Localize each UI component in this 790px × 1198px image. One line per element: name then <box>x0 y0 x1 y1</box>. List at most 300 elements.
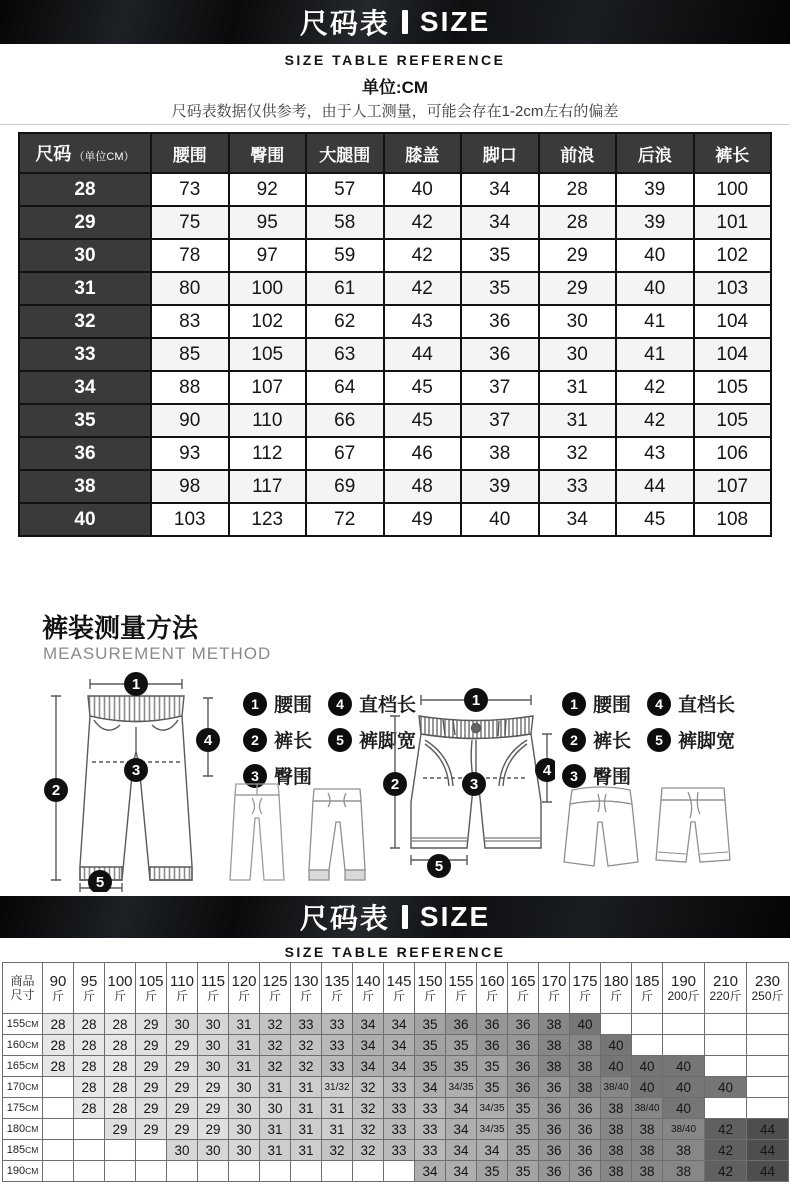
weight-cell <box>663 1035 705 1056</box>
weight-col-header: 125 斤 <box>260 963 291 1014</box>
weight-cell <box>43 1098 74 1119</box>
size-col-header: 大腿围 <box>306 133 384 173</box>
size-cell: 39 <box>616 173 694 206</box>
weight-cell: 38/40 <box>632 1098 663 1119</box>
weight-cell: 28 <box>74 1035 105 1056</box>
weight-cell: 28 <box>105 1098 136 1119</box>
weight-cell <box>747 1035 789 1056</box>
weight-cell: 35 <box>508 1140 539 1161</box>
size-cell: 43 <box>616 437 694 470</box>
size-cell: 95 <box>229 206 307 239</box>
weight-cell: 34 <box>477 1140 508 1161</box>
weight-cell: 35 <box>446 1035 477 1056</box>
weight-cell: 31 <box>229 1014 260 1035</box>
weight-cell: 36 <box>570 1119 601 1140</box>
weight-cell: 29 <box>167 1119 198 1140</box>
num-circle-icon: 2 <box>562 728 586 752</box>
weight-cell: 29 <box>198 1077 229 1098</box>
weight-cell: 34 <box>353 1035 384 1056</box>
shorts-thumbnails <box>560 782 734 876</box>
size-label: 29 <box>19 206 151 239</box>
weight-col-header: 175 斤 <box>570 963 601 1014</box>
size-cell: 72 <box>306 503 384 536</box>
size-cell: 62 <box>306 305 384 338</box>
weight-cell: 42 <box>705 1119 747 1140</box>
num-circle-icon: 1 <box>243 692 267 716</box>
legend-item-rise: 4 直档长 <box>647 690 735 717</box>
weight-cell: 31 <box>260 1140 291 1161</box>
weight-cell <box>353 1161 384 1182</box>
weight-cell <box>632 1014 663 1035</box>
weight-cell: 33 <box>322 1035 353 1056</box>
legend-item-waist: 1 腰围 <box>243 690 312 717</box>
pants-thumb-icon <box>222 778 292 886</box>
height-label: 175CM <box>3 1098 43 1119</box>
weight-row <box>3 1098 789 1119</box>
weight-cell: 36 <box>508 1056 539 1077</box>
size-cell: 41 <box>616 338 694 371</box>
weight-cell: 31 <box>322 1119 353 1140</box>
weight-cell: 30 <box>229 1077 260 1098</box>
size-cell: 37 <box>461 371 539 404</box>
size-col-header: 前浪 <box>539 133 617 173</box>
size-col-header: 脚口 <box>461 133 539 173</box>
weight-cell: 31 <box>291 1077 322 1098</box>
size-cell: 75 <box>151 206 229 239</box>
size-cell: 30 <box>539 305 617 338</box>
weight-cell: 36 <box>570 1098 601 1119</box>
weight-cell: 30 <box>167 1014 198 1035</box>
weight-cell: 38 <box>601 1119 632 1140</box>
jogger-thumb-icon <box>302 784 372 886</box>
weight-cell <box>74 1140 105 1161</box>
weight-cell: 34 <box>446 1098 477 1119</box>
weight-col-header: 140 斤 <box>353 963 384 1014</box>
weight-cell: 28 <box>74 1077 105 1098</box>
size-cell: 30 <box>539 338 617 371</box>
weight-row <box>3 1140 789 1161</box>
size-table-corner: 尺码 （单位CM） <box>19 133 151 173</box>
weight-row <box>3 1035 789 1056</box>
weight-cell: 35 <box>508 1119 539 1140</box>
weight-cell: 29 <box>136 1056 167 1077</box>
shorts-thumb-icon <box>652 782 734 876</box>
weight-cell: 29 <box>198 1119 229 1140</box>
size-row <box>19 470 771 503</box>
size-cell: 59 <box>306 239 384 272</box>
weight-cell: 40 <box>601 1056 632 1077</box>
size-cell: 88 <box>151 371 229 404</box>
size-cell: 106 <box>694 437 772 470</box>
weight-cell: 32 <box>353 1077 384 1098</box>
weight-cell: 34 <box>384 1014 415 1035</box>
size-cell: 44 <box>616 470 694 503</box>
weight-cell: 32 <box>322 1140 353 1161</box>
size-label: 40 <box>19 503 151 536</box>
size-cell: 42 <box>384 239 462 272</box>
weight-cell: 30 <box>229 1140 260 1161</box>
size-cell: 36 <box>461 305 539 338</box>
weight-cell: 36 <box>508 1035 539 1056</box>
weight-cell <box>105 1161 136 1182</box>
weight-cell: 30 <box>229 1119 260 1140</box>
size-cell: 39 <box>616 206 694 239</box>
marker-4: 4 <box>542 762 552 779</box>
weight-cell: 33 <box>384 1077 415 1098</box>
marker-5: 5 <box>434 858 444 875</box>
size-row <box>19 206 771 239</box>
legend-item-waist: 1 腰围 <box>562 690 631 717</box>
size-cell: 46 <box>384 437 462 470</box>
size-cell: 34 <box>461 206 539 239</box>
weight-cell: 33 <box>322 1056 353 1077</box>
weight-row <box>3 1056 789 1077</box>
weight-col-header: 135 斤 <box>322 963 353 1014</box>
size-row <box>19 272 771 305</box>
weight-col-header: 160 斤 <box>477 963 508 1014</box>
size-row <box>19 437 771 470</box>
weight-col-header: 210 220斤 <box>705 963 747 1014</box>
weight-cell <box>705 1098 747 1119</box>
measurement-subtitle: MEASUREMENT METHOD <box>43 644 272 663</box>
measurement-title: 裤装测量方法 <box>42 613 199 643</box>
disclaimer-note: 尺码表数据仅供参考，由于人工测量，可能会存在1-2cm左右的偏差 <box>171 103 619 120</box>
weight-cell: 31 <box>291 1098 322 1119</box>
num-circle-icon: 4 <box>328 692 352 716</box>
weight-cell: 29 <box>167 1035 198 1056</box>
weight-cell: 33 <box>322 1014 353 1035</box>
weight-cell <box>229 1161 260 1182</box>
size-cell: 85 <box>151 338 229 371</box>
weight-table-corner: 商品 尺寸 <box>3 963 43 1014</box>
size-cell: 39 <box>461 470 539 503</box>
size-cell: 40 <box>616 272 694 305</box>
shorts-thumb-icon <box>560 782 642 876</box>
banner-title-en: SIZE <box>419 6 491 37</box>
size-cell: 45 <box>384 371 462 404</box>
weight-cell: 33 <box>384 1119 415 1140</box>
size-cell: 105 <box>694 371 772 404</box>
size-cell: 100 <box>229 272 307 305</box>
weight-row <box>3 1119 789 1140</box>
weight-cell: 28 <box>74 1056 105 1077</box>
weight-cell: 28 <box>105 1077 136 1098</box>
weight-row <box>3 1077 789 1098</box>
weight-cell: 38/40 <box>663 1119 705 1140</box>
weight-cell <box>198 1161 229 1182</box>
legend-item-hemwidth: 5 裤脚宽 <box>328 726 416 753</box>
size-cell: 83 <box>151 305 229 338</box>
weight-cell: 33 <box>415 1140 446 1161</box>
weight-cell: 40 <box>663 1056 705 1077</box>
size-cell: 117 <box>229 470 307 503</box>
weight-cell: 28 <box>74 1014 105 1035</box>
size-cell: 40 <box>461 503 539 536</box>
size-row <box>19 371 771 404</box>
size-cell: 38 <box>461 437 539 470</box>
weight-cell: 32 <box>260 1056 291 1077</box>
size-cell: 103 <box>151 503 229 536</box>
size-cell: 35 <box>461 272 539 305</box>
size-cell: 44 <box>384 338 462 371</box>
weight-cell: 38 <box>539 1056 570 1077</box>
weight-cell: 28 <box>105 1014 136 1035</box>
weight-cell: 36 <box>570 1140 601 1161</box>
weight-cell: 35 <box>446 1056 477 1077</box>
size-cell: 43 <box>384 305 462 338</box>
weight-cell: 31 <box>291 1140 322 1161</box>
weight-cell: 31 <box>229 1056 260 1077</box>
weight-cell: 35 <box>508 1098 539 1119</box>
size-cell: 32 <box>539 437 617 470</box>
weight-cell: 35 <box>477 1161 508 1182</box>
size-cell: 28 <box>539 173 617 206</box>
weight-cell: 36 <box>539 1140 570 1161</box>
size-cell: 104 <box>694 338 772 371</box>
weight-cell: 34/35 <box>477 1098 508 1119</box>
weight-cell: 31 <box>260 1119 291 1140</box>
banner-title-en: SIZE <box>419 901 491 932</box>
weight-cell: 35 <box>477 1056 508 1077</box>
size-cell: 104 <box>694 305 772 338</box>
size-cell: 37 <box>461 404 539 437</box>
weight-cell: 34 <box>384 1035 415 1056</box>
size-cell: 34 <box>461 173 539 206</box>
weight-cell: 28 <box>74 1098 105 1119</box>
weight-col-header: 150 斤 <box>415 963 446 1014</box>
weight-cell: 31/32 <box>322 1077 353 1098</box>
marker-3: 3 <box>469 776 479 793</box>
size-row <box>19 404 771 437</box>
size-cell: 49 <box>384 503 462 536</box>
size-row <box>19 239 771 272</box>
weight-cell: 30 <box>198 1035 229 1056</box>
weight-cell: 33 <box>291 1014 322 1035</box>
weight-cell <box>43 1161 74 1182</box>
weight-cell: 34/35 <box>477 1119 508 1140</box>
num-circle-icon: 5 <box>328 728 352 752</box>
size-cell: 42 <box>384 272 462 305</box>
num-circle-icon: 5 <box>647 728 671 752</box>
weight-cell: 38 <box>632 1140 663 1161</box>
weight-cell: 29 <box>105 1119 136 1140</box>
weight-col-header: 120 斤 <box>229 963 260 1014</box>
size-label: 32 <box>19 305 151 338</box>
weight-cell: 34 <box>446 1140 477 1161</box>
size-cell: 98 <box>151 470 229 503</box>
shorts-legend <box>562 690 735 789</box>
bottom-banner <box>0 896 790 938</box>
size-cell: 40 <box>616 239 694 272</box>
weight-cell: 31 <box>291 1119 322 1140</box>
num-circle-icon: 4 <box>647 692 671 716</box>
size-cell: 57 <box>306 173 384 206</box>
legend-item-length: 2 裤长 <box>562 726 631 753</box>
weight-col-header: 145 斤 <box>384 963 415 1014</box>
weight-cell: 33 <box>384 1098 415 1119</box>
weight-col-header: 190 200斤 <box>663 963 705 1014</box>
weight-cell: 30 <box>198 1056 229 1077</box>
size-cell: 66 <box>306 404 384 437</box>
marker-2: 2 <box>51 782 61 799</box>
size-label: 34 <box>19 371 151 404</box>
weight-cell <box>632 1035 663 1056</box>
size-row <box>19 503 771 536</box>
weight-cell: 36 <box>477 1014 508 1035</box>
weight-cell <box>167 1161 198 1182</box>
size-cell: 31 <box>539 404 617 437</box>
weight-cell: 29 <box>167 1098 198 1119</box>
size-cell: 102 <box>229 305 307 338</box>
size-cell: 31 <box>539 371 617 404</box>
weight-col-header: 115 斤 <box>198 963 229 1014</box>
size-cell: 80 <box>151 272 229 305</box>
weight-cell: 36 <box>539 1098 570 1119</box>
weight-cell: 32 <box>291 1056 322 1077</box>
weight-cell: 42 <box>705 1161 747 1182</box>
weight-cell: 35 <box>415 1035 446 1056</box>
weight-cell: 32 <box>260 1014 291 1035</box>
size-table-reference-label: SIZE TABLE REFERENCE <box>284 52 506 68</box>
weight-cell: 28 <box>43 1014 74 1035</box>
size-cell: 78 <box>151 239 229 272</box>
weight-cell <box>322 1161 353 1182</box>
legend-item-hip: 3 臀围 <box>243 762 312 789</box>
weight-cell: 34 <box>446 1161 477 1182</box>
weight-cell: 38 <box>632 1161 663 1182</box>
size-cell: 107 <box>229 371 307 404</box>
weight-cell: 29 <box>136 1077 167 1098</box>
size-label: 28 <box>19 173 151 206</box>
size-cell: 35 <box>461 239 539 272</box>
weight-cell <box>747 1098 789 1119</box>
size-label: 35 <box>19 404 151 437</box>
weight-cell: 40 <box>705 1077 747 1098</box>
weight-cell: 30 <box>198 1014 229 1035</box>
size-cell: 58 <box>306 206 384 239</box>
weight-cell: 32 <box>353 1119 384 1140</box>
weight-col-header: 180 斤 <box>601 963 632 1014</box>
size-col-header: 裤长 <box>694 133 772 173</box>
weight-cell: 29 <box>167 1056 198 1077</box>
weight-cell: 40 <box>632 1077 663 1098</box>
weight-cell: 36 <box>539 1119 570 1140</box>
weight-cell: 30 <box>167 1140 198 1161</box>
weight-cell: 30 <box>260 1098 291 1119</box>
weight-cell: 29 <box>136 1119 167 1140</box>
size-cell: 107 <box>694 470 772 503</box>
legend-item-rise: 4 直档长 <box>328 690 416 717</box>
size-row <box>19 305 771 338</box>
weight-cell: 33 <box>384 1140 415 1161</box>
size-cell: 45 <box>384 404 462 437</box>
weight-cell: 31 <box>229 1035 260 1056</box>
weight-cell: 38 <box>570 1056 601 1077</box>
weight-row <box>3 1014 789 1035</box>
weight-cell: 34 <box>415 1161 446 1182</box>
height-label: 190CM <box>3 1161 43 1182</box>
height-label: 185CM <box>3 1140 43 1161</box>
weight-col-header: 230 250斤 <box>747 963 789 1014</box>
weight-cell <box>601 1014 632 1035</box>
weight-col-header: 90 斤 <box>43 963 74 1014</box>
weight-cell: 29 <box>136 1014 167 1035</box>
size-row <box>19 338 771 371</box>
weight-cell: 35 <box>415 1014 446 1035</box>
weight-cell: 34 <box>353 1014 384 1035</box>
weight-cell: 32 <box>353 1140 384 1161</box>
size-cell: 67 <box>306 437 384 470</box>
weight-cell: 32 <box>291 1035 322 1056</box>
size-cell: 92 <box>229 173 307 206</box>
weight-cell <box>705 1014 747 1035</box>
size-cell: 64 <box>306 371 384 404</box>
size-cell: 103 <box>694 272 772 305</box>
num-circle-icon: 3 <box>562 764 586 788</box>
weight-cell: 28 <box>105 1035 136 1056</box>
size-cell: 101 <box>694 206 772 239</box>
weight-cell: 38 <box>570 1035 601 1056</box>
size-cell: 29 <box>539 239 617 272</box>
top-banner <box>0 0 790 44</box>
size-col-header: 膝盖 <box>384 133 462 173</box>
weight-cell: 33 <box>415 1098 446 1119</box>
size-cell: 90 <box>151 404 229 437</box>
weight-cell: 38 <box>601 1140 632 1161</box>
weight-cell: 34 <box>384 1056 415 1077</box>
weight-cell <box>260 1161 291 1182</box>
weight-col-header: 105 斤 <box>136 963 167 1014</box>
weight-cell: 33 <box>415 1119 446 1140</box>
size-cell: 97 <box>229 239 307 272</box>
banner-title-cn: 尺码表 <box>299 8 390 39</box>
weight-cell: 38 <box>663 1161 705 1182</box>
weight-col-header: 100 斤 <box>105 963 136 1014</box>
weight-cell: 38 <box>632 1119 663 1140</box>
banner-title-cn: 尺码表 <box>299 903 390 934</box>
weight-cell <box>43 1119 74 1140</box>
size-cell: 69 <box>306 470 384 503</box>
size-label: 38 <box>19 470 151 503</box>
size-label: 36 <box>19 437 151 470</box>
weight-cell: 40 <box>570 1014 601 1035</box>
weight-cell: 31 <box>260 1077 291 1098</box>
weight-cell: 38 <box>539 1014 570 1035</box>
weight-row <box>3 1161 789 1182</box>
weight-cell: 28 <box>43 1035 74 1056</box>
weight-cell: 36 <box>508 1077 539 1098</box>
weight-cell <box>705 1035 747 1056</box>
size-table-header-row <box>19 133 771 173</box>
size-table <box>18 132 772 537</box>
size-cell: 108 <box>694 503 772 536</box>
weight-table <box>2 962 789 1182</box>
height-label: 170CM <box>3 1077 43 1098</box>
weight-cell: 38/40 <box>601 1077 632 1098</box>
size-col-header: 后浪 <box>616 133 694 173</box>
weight-cell: 35 <box>415 1056 446 1077</box>
marker-3: 3 <box>131 762 141 779</box>
size-cell: 28 <box>539 206 617 239</box>
weight-cell <box>747 1014 789 1035</box>
weight-cell <box>74 1161 105 1182</box>
weight-cell: 42 <box>705 1140 747 1161</box>
height-label: 165CM <box>3 1056 43 1077</box>
unit-label: 单位:CM <box>361 78 429 97</box>
weight-cell <box>43 1077 74 1098</box>
weight-cell: 29 <box>136 1035 167 1056</box>
marker-4: 4 <box>203 732 213 749</box>
